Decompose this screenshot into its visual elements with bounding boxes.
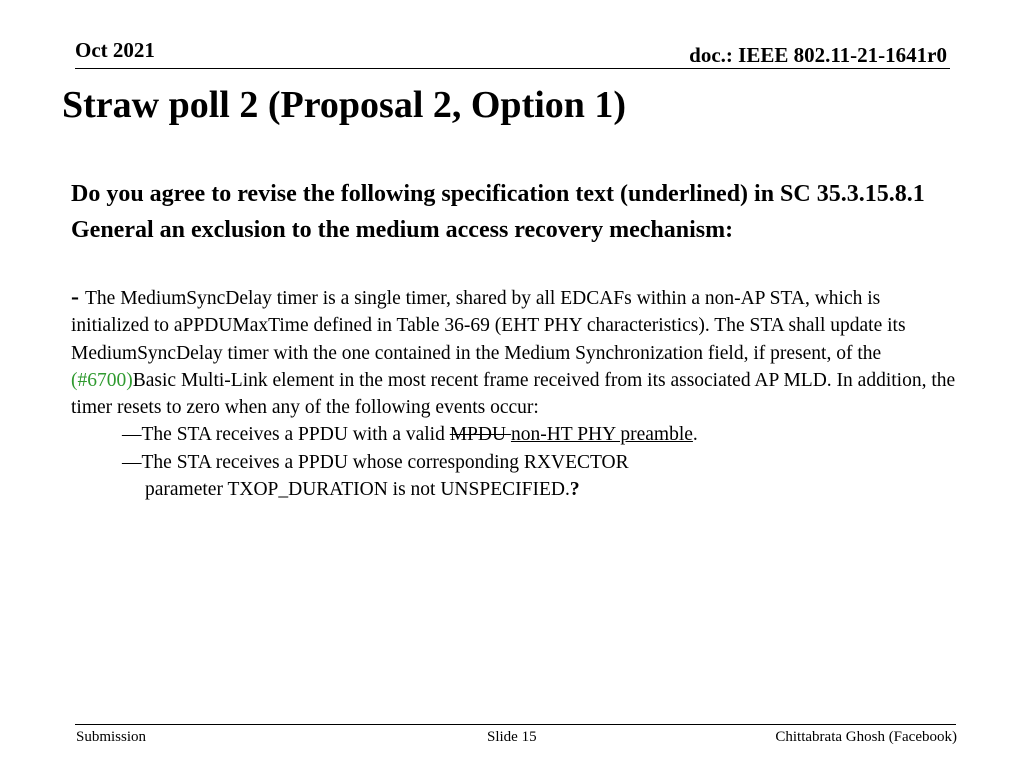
slide-title: Straw poll 2 (Proposal 2, Option 1) [62, 84, 627, 126]
spec-text-part1: The MediumSyncDelay timer is a single timer, shared by all EDCAFs within a non-AP STA, which is initialized to aPPDUMaxTime defined in Table 36-69 (EHT PHY characteristics). The STA shall update its MediumSyncDelay timer with the one contained in the Medium Synchronization field, if present, of the [71, 288, 906, 364]
event1-suffix: . [692, 424, 698, 446]
bullet-dash: - [71, 284, 85, 310]
header-doc-id: doc.: IEEE 802.11-21-1641r0 [689, 43, 947, 67]
event2-line1: —The STA receives a PPDU whose corresponding RXVECTOR [122, 451, 629, 473]
event-item-2-continuation [71, 476, 961, 503]
event-item-1 [71, 421, 961, 448]
spec-text-part2: Basic Multi-Link element in the most recent frame received from its associated AP MLD. In addition, the timer resets to zero when any of the following events occur: [71, 369, 956, 419]
footer-author: Chittabrata Ghosh (Facebook) [775, 729, 957, 745]
footer-slide-number: Slide 15 [487, 729, 537, 745]
question-mark: ? [569, 479, 580, 501]
footer-divider [75, 724, 956, 725]
spec-text-paragraph [71, 284, 961, 503]
header-divider [75, 68, 950, 69]
footer-submission: Submission [76, 729, 147, 745]
cid-reference: (#6700) [71, 369, 133, 391]
event2-line2: parameter TXOP_DURATION is not UNSPECIFIED. [145, 479, 570, 501]
event1-inserted-text: non-HT PHY preamble [510, 424, 693, 446]
straw-poll-question: Do you agree to revise the following specification text (underlined) in SC 35.3.15.8.1 General an exclusion to the medium access recovery mechanism: [71, 181, 925, 243]
event1-prefix: —The STA receives a PPDU with a valid [122, 424, 450, 446]
slide-body [71, 176, 961, 503]
header-date: Oct 2021 [75, 38, 155, 62]
event1-deleted-text: MPDU [449, 424, 511, 446]
event-item-2 [71, 449, 961, 476]
